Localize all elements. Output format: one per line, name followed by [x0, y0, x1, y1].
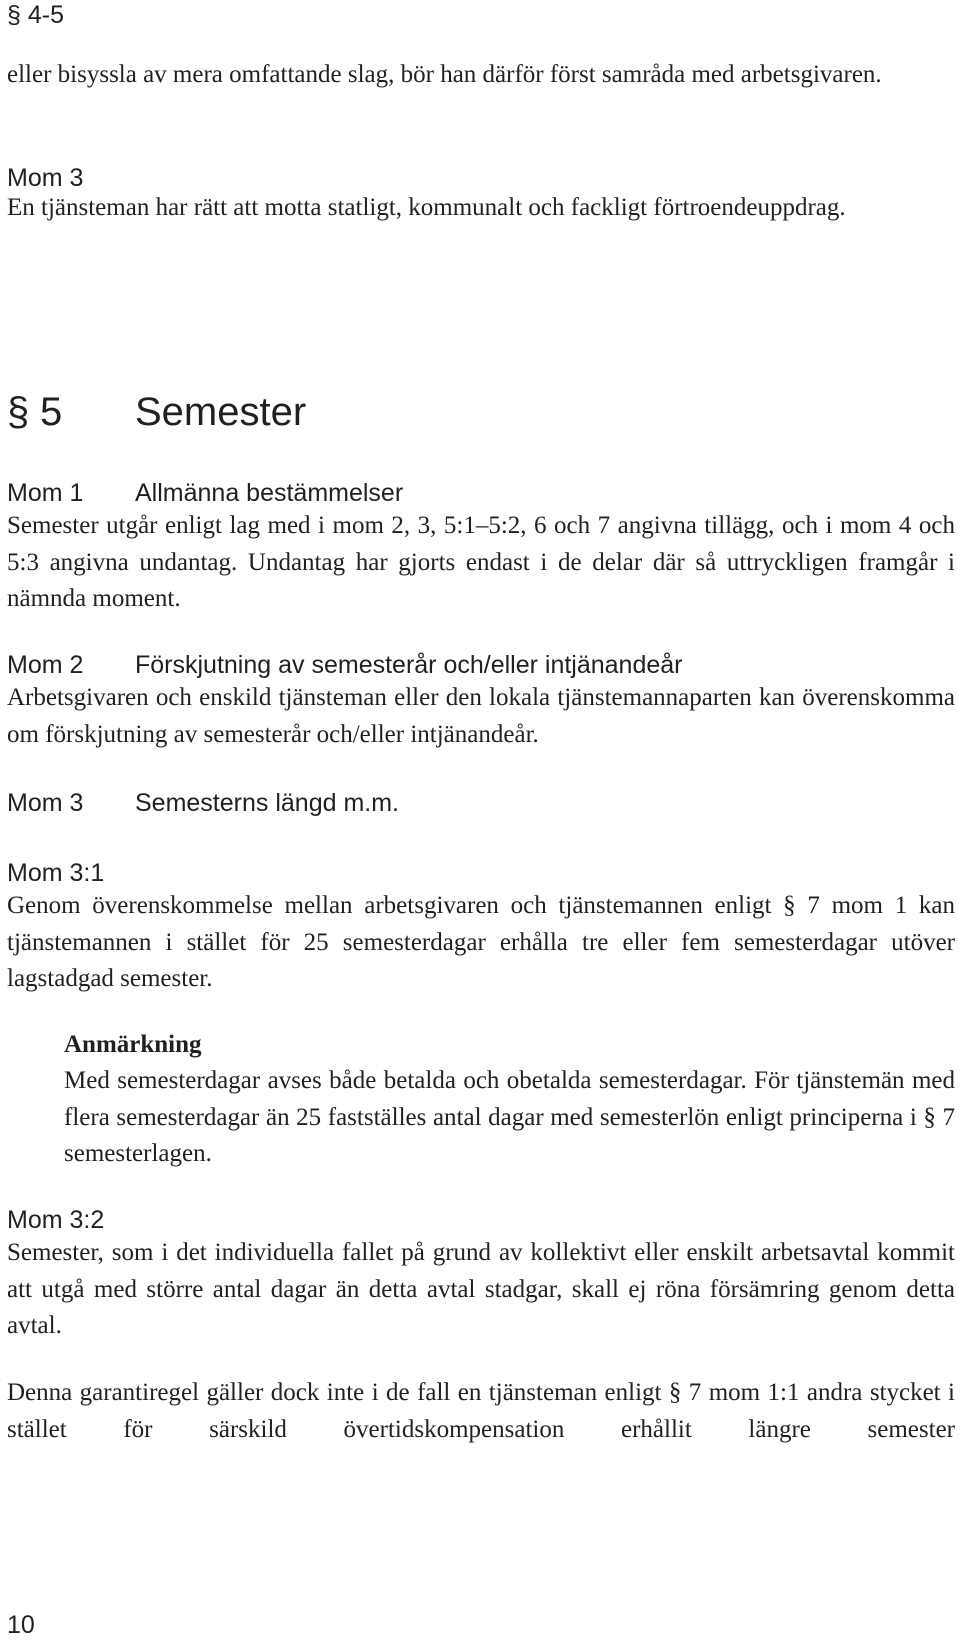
note-heading: Anmärkning	[64, 1031, 202, 1058]
mom3-2-label: Mom 3:2	[7, 1206, 105, 1234]
mom3-1-text: Genom överenskommelse mellan arbetsgivaren och tjänstemannen enligt § 7 mom 1 kan tjänstemannen i stället för 25 semesterdagar erhålla tre eller fem semesterdagar utöver lagstadgad semester.	[7, 892, 955, 992]
section-number: 5	[40, 390, 63, 434]
page-number: 10	[7, 1611, 35, 1639]
continuation-paragraph: eller bisyssla av mera omfattande slag, bör han därför först samråda med arbetsgivaren.	[7, 61, 882, 88]
mom1-text: Semester utgår enligt lag med i mom 2, 3, 5:1–5:2, 6 och 7 angivna tillägg, och i mom 4 och 5:3 angivna undantag. Undantag har gjorts endast i de delar där så uttryckligen framgår i nämnda moment.	[7, 512, 955, 612]
mom2-text: Arbetsgivaren och enskild tjänsteman eller den lokala tjänstemannaparten kan överenskomma om förskjutning av semesterår och/eller intjänandeår.	[7, 684, 955, 748]
section-symbol: §	[7, 390, 30, 434]
mom3-label: Mom 3	[7, 789, 84, 817]
mom1-label: Mom 1	[7, 479, 84, 507]
mom2-title: Förskjutning av semesterår och/eller intjänandeår	[135, 651, 683, 679]
prev-mom3-label: Mom 3	[7, 164, 84, 192]
mom3-title: Semesterns längd m.m.	[135, 789, 399, 817]
note-text: Med semesterdagar avses både betalda och obetalda semesterdagar. För tjänstemän med flera semesterdagar än 25 fastställes antal dagar med semesterlön enligt principerna i § 7 semesterlagen.	[64, 1067, 955, 1167]
mom3-2-text2: Denna garantiregel gäller dock inte i de fall en tjänsteman enligt § 7 mom 1:1 andra stycket i stället för särskild övertidskompensation erhållit längre semester	[7, 1379, 955, 1443]
running-header: § 4-5	[7, 1, 64, 29]
mom3-2-text: Semester, som i det individuella fallet på grund av kollektivt eller enskilt arbetsavtal kommit att utgå med större antal dagar än detta avtal stadgar, skall ej röna försämring genom detta avtal.	[7, 1239, 955, 1339]
mom3-1-label: Mom 3:1	[7, 859, 105, 887]
mom1-title: Allmänna bestämmelser	[135, 479, 404, 507]
prev-mom3-text: En tjänsteman har rätt att motta statligt, kommunalt och fackligt förtroendeuppdrag.	[7, 194, 846, 221]
mom2-label: Mom 2	[7, 651, 84, 679]
section-title: Semester	[135, 390, 307, 434]
